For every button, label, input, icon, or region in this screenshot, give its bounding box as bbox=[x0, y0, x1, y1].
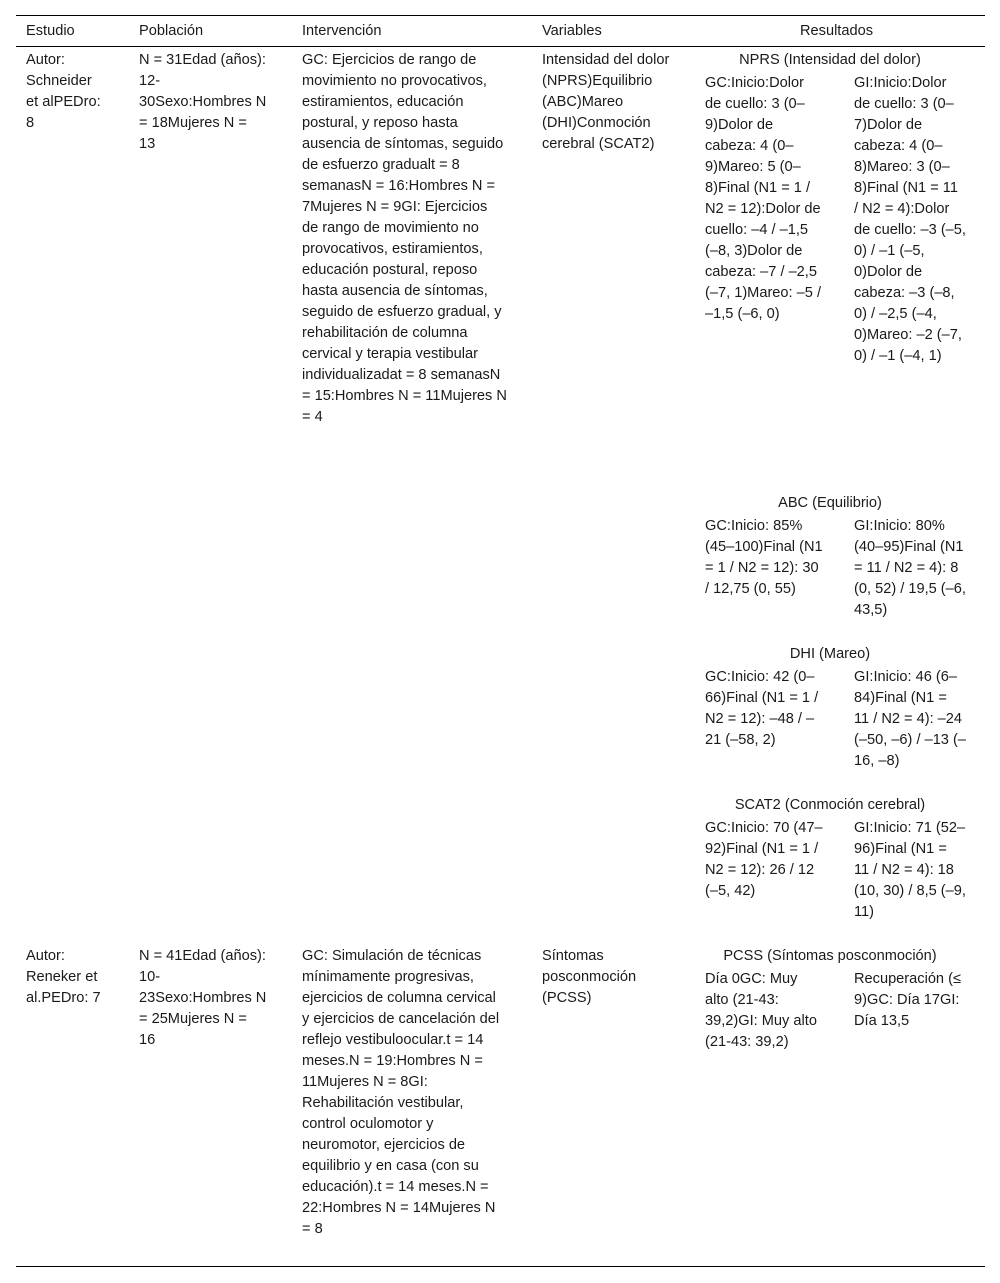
header-variables: Variables bbox=[542, 23, 602, 39]
row2-variables: Síntomas posconmoción (PCSS) bbox=[542, 948, 637, 1006]
scat2-title: SCAT2 (Conmoción cerebral) bbox=[734, 797, 926, 813]
header-resultados: Resultados bbox=[800, 23, 874, 39]
dhi-gc: GC:Inicio: 42 (0–66)Final (N1 = 1 / N2 = 12): –48 / –21 (–58, 2) bbox=[705, 669, 819, 748]
nprs-title: NPRS (Intensidad del dolor) bbox=[739, 52, 921, 68]
dhi-gi: GI:Inicio: 46 (6–84)Final (N1 = 11 / N2 = 4): –24 (–50, –6) / –13 (–16, –8) bbox=[854, 669, 966, 769]
row2-estudio: Autor: Reneker et al.PEDro: 7 bbox=[26, 948, 101, 1006]
row2-intervencion: GC: Simulación de técnicas mínimamente progresivas, ejercicios de columna cervical y ejercicios de cancelación del reflejo vestibuloocular.t = 14 meses.N = 19:Hombres N = 11Mujeres N = 8GI: Rehabilitación vestibular, control oculomotor y neuromotor, ejercicios de equilibrio y en casa (con su educación).t = 14 meses.N = 22:Hombres N = 14Mujeres N = 8 bbox=[302, 948, 500, 1237]
scat2-gi: GI:Inicio: 71 (52–96)Final (N1 = 11 / N2 = 4): 18 (10, 30) / 8,5 (–9, 11) bbox=[854, 820, 966, 920]
abc-title: ABC (Equilibrio) bbox=[778, 495, 882, 511]
abc-gc: GC:Inicio: 85% (45–100)Final (N1 = 1 / N2 = 12): 30 / 12,75 (0, 55) bbox=[705, 518, 823, 597]
header-intervencion: Intervención bbox=[302, 23, 382, 39]
header-estudio: Estudio bbox=[26, 23, 75, 39]
header-rule bbox=[16, 46, 985, 47]
header-poblacion: Población bbox=[139, 23, 204, 39]
top-rule bbox=[16, 15, 985, 16]
row1-variables: Intensidad del dolor (NPRS)Equilibrio (ABC)Mareo (DHI)Conmoción cerebral (SCAT2) bbox=[542, 52, 670, 152]
row1-poblacion: N = 31Edad (años): 12-30Sexo:Hombres N = 18Mujeres N = 13 bbox=[139, 52, 267, 152]
row1-intervencion: GC: Ejercicios de rango de movimiento no provocativos, estiramientos, educación postural, y reposo hasta ausencia de síntomas, seguido de esfuerzo gradualt = 8 semanasN = 16:Hombres N = 7Mujeres N = 9GI: Ejercicios de rango de movimiento no provocativos, estiramientos, educación postural, reposo hasta ausencia de síntomas, seguido de esfuerzo gradual, y rehabilitación de columna cervical y terapia vestibular individualizadat = 8 semanasN = 15:Hombres N = 11Mujeres N = 4 bbox=[302, 52, 507, 425]
row2-poblacion: N = 41Edad (años): 10-23Sexo:Hombres N = 25Mujeres N = 16 bbox=[139, 948, 267, 1048]
scat2-gc: GC:Inicio: 70 (47–92)Final (N1 = 1 / N2 = 12): 26 / 12 (–5, 42) bbox=[705, 820, 823, 899]
nprs-gc: GC:Inicio:Dolor de cuello: 3 (0–9)Dolor de cabeza: 4 (0–9)Mareo: 5 (0–8)Final (N1 = 1 / N2 = 12):Dolor de cuello: –4 / –1,5 (–8, 3)Dolor de cabeza: –7 / –2,5 (–7, 1)Mareo: –5 / –1,5 (–6, 0) bbox=[705, 75, 821, 322]
pcss-gi: Recuperación (≤ 9)GC: Día 17GI: Día 13,5 bbox=[854, 971, 961, 1029]
pcss-title: PCSS (Síntomas posconmoción) bbox=[723, 948, 937, 964]
abc-gi: GI:Inicio: 80% (40–95)Final (N1 = 11 / N2 = 4): 8 (0, 52) / 19,5 (–6, 43,5) bbox=[854, 518, 966, 618]
pcss-gc: Día 0GC: Muy alto (21-43: 39,2)GI: Muy alto (21-43: 39,2) bbox=[705, 971, 817, 1050]
row1-estudio: Autor: Schneider et alPEDro: 8 bbox=[26, 52, 101, 131]
nprs-gi: GI:Inicio:Dolor de cuello: 3 (0–7)Dolor de cabeza: 4 (0–8)Mareo: 3 (0–8)Final (N1 = 11 / N2 = 4):Dolor de cuello: –3 (–5, 0) / –1 (–5, 0)Dolor de cabeza: –3 (–8, 0) / –2,5 (–4, 0)Mareo: –2 (–7, 0) / –1 (–4, 1) bbox=[854, 75, 966, 364]
dhi-title: DHI (Mareo) bbox=[789, 646, 871, 662]
bottom-rule bbox=[16, 1266, 985, 1267]
